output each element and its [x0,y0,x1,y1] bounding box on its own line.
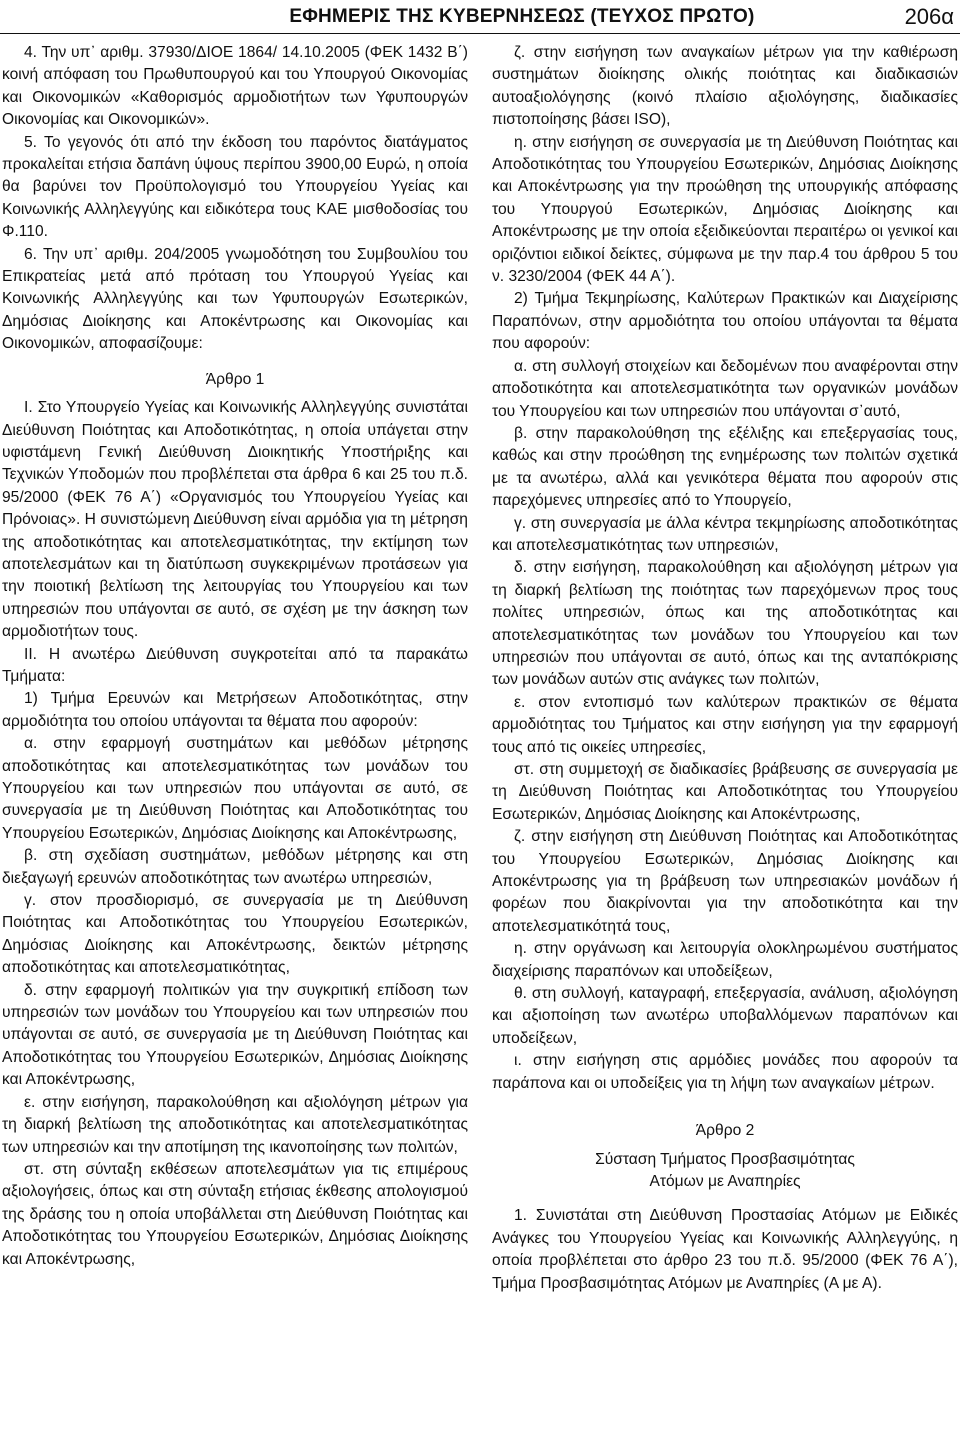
page-header [0,0,960,34]
article-2-heading: Άρθρο 2 [695,1122,755,1140]
paragraph: δ. στην εφαρμογή πολιτικών για την συγκριτική επίδοση των υπηρεσιών των μονάδων του Υπουργείου και των υπηρεσιών που υπάγονται σε αυτό, σε συνεργασία με τη Διεύθυνση Ποιότητας και Αποδοτικότητας του Υπουργείου Εσωτερικών, Δημόσιας Διοίκησης και Αποκέντρωσης, [2,981,468,1089]
paragraph: α. στην εφαρμογή συστημάτων και μεθόδων μέτρησης αποδοτικότητας και αποτελεσματικότητας των μονάδων του Υπουργείου και των υπηρεσιών που υπάγονται σε αυτό, σε συνεργασία με τη Διεύθυνση Ποιότητας και Αποδοτικότητας του Υπουργείου Εσωτερικών, Δημόσιας Διοίκησης και Αποκέντρωσης, [2,735,468,842]
paragraph: δ. στην εισήγηση, παρακολούθηση και αξιολόγηση μέτρων για τη διαρκή βελτίωση της ποιότητας των παρεχόμενων προς τους πολίτες υπηρεσιών, όπως και της αποδοτικότητας και αποτελεσματικότητας των μονάδων του Υπουργείου και των υπηρεσιών που υπάγονται σε αυτό, όπως και της ανταπόκρισης των μονάδων αυτών στις ανάγκες των πολιτών, [492,559,958,689]
paragraph: θ. στη συλλογή, καταγραφή, επεξεργασία, ανάλυση, αξιολόγηση και αξιοποίηση των ανωτέρω υποβαλλόμενων παραπόνων και υποδείξεων, [492,985,958,1047]
paragraph: 5. Το γεγονός ότι από την έκδοση του παρόντος διατάγματος προκαλείται ετήσια δαπάνη ύψους περίπου 3900,00 Ευρώ, η οποία θα βαρύνει τον Προϋπολογισμό του Υπουργείου Υγείας και Κοινωνικής Αλληλεγγύης και ειδικότερα τους ΚΑΕ μισθοδοσίας του Φ.110. [2,133,468,241]
paragraph: ι. στην εισήγηση στις αρμόδιες μονάδες που αφορούν τα παράπονα και οι υποδείξεις για τη λήψη των αναγκαίων μέτρων. [492,1052,958,1092]
paragraph: ζ. στην εισήγηση των αναγκαίων μέτρων για την καθιέρωση συστημάτων διοίκησης ολικής ποιότητας και διαδικασιών αυτοαξιολόγησης (κοινό πλαίσιο αξιολόγησης, διαδικασίες πιστοποίησης βάσει ISO), [492,44,958,129]
paragraph: β. στη σχεδίαση συστημάτων, μεθόδων μέτρησης και στη διεξαγωγή ερευνών αποδοτικότητας των ανωτέρω υπηρεσιών, [2,847,468,887]
left-column [2,42,468,1271]
paragraph: στ. στη συμμετοχή σε διαδικασίες βράβευσης σε συνεργασία με τη Διεύθυνση Ποιότητας και Αποδοτικότητας του Υπουργείου Εσωτερικών, Δημόσιας Διοίκησης και Αποκέντρωσης, [492,761,958,823]
page-number: 206α [904,3,954,29]
article-2-title-line-1: Σύσταση Τμήματος Προσβασιμότητας [595,1150,855,1168]
article-1-heading: Άρθρο 1 [205,370,265,388]
article-2-title-line-2: Ατόμων με Αναπηρίες [649,1172,801,1190]
paragraph: α. στη συλλογή στοιχείων και δεδομένων που αναφέρονται στην αποδοτικότητα και αποτελεσματικότητα των οργανικών μονάδων του Υπουργείου και των υπηρεσιών που υπάγονται σ᾽αυτό, [492,357,958,420]
paragraph: 1) Τμήμα Ερευνών και Μετρήσεων Αποδοτικότητας, στην αρμοδιότητα του οποίου υπάγονται τα θέματα που αφορούν: [2,690,468,730]
paragraph: ε. στον εντοπισμό των καλύτερων πρακτικών σε θέματα αρμοδιότητας του Τμήματος και στην εισήγηση για την εφαρμογή τους από τις οικείες υπηρεσίες, [492,693,958,756]
paragraph: 1. Συνιστάται στη Διεύθυνση Προστασίας Ατόμων με Ειδικές Ανάγκες του Υπουργείου Υγείας και Κοινωνικής Αλληλεγγύης, η οποία προβλέπεται στο άρθρο 23 του π.δ. 95/2000 (ΦΕΚ 76 Α΄), Τμήμα Προσβασιμότητας Ατόμων με Αναπηρίες (Α με Α). [492,1207,958,1292]
paragraph: η. στην εισήγηση σε συνεργασία με τη Διεύθυνση Ποιότητας και Αποδοτικότητας του Υπουργείου Εσωτερικών, Δημόσιας Διοίκησης και Αποκέντρωσης για την προώθηση της υπουργικής απόφασης του Υπουργού Εσωτερικών, Δημόσιας Διοίκησης και Αποκέντρωσης με την οποία εξειδικεύονται περαιτέρω οι γενικοί και οριζόντιοι ειδικοί δείκτες, σύμφωνα με την παρ.4 του άρθρου 5 του ν. 3230/2004 (ΦΕΚ 44 Α΄). [492,133,958,286]
paragraph: β. στην παρακολούθηση της εξέλιξης και επεξεργασίας τους, καθώς και στην προώθηση της ενημέρωσης των πολιτών σχετικά με τα ανωτέρω, αλλά και γενικότερα θέματα που αφορούν στις παρεχόμενες υπηρεσίες από το Υπουργείο, [492,424,958,510]
paragraph: ΙΙ. Η ανωτέρω Διεύθυνση συγκροτείται από τα παρακάτω Τμήματα: [2,645,468,685]
paragraph: στ. στη σύνταξη εκθέσεων αποτελεσμάτων για τις επιμέρους αξιολογήσεις, όπως και στη σύνταξη ετήσιας έκθεσης απολογισμού της δράσης του η οποία υποβάλλεται στη Διεύθυνση Ποιότητας και Αποδοτικότητας του Υπουργείου Εσωτερικών, Δημόσιας Διοίκησης και Αποκέντρωσης, [2,1160,468,1268]
paragraph: Ι. Στο Υπουργείο Υγείας και Κοινωνικής Αλληλεγγύης συνιστάται Διεύθυνση Ποιότητας και Αποδοτικότητας, η οποία υπάγεται στην υφιστάμενη Γενική Διεύθυνση Διοικητικής Υποστήριξης και Τεχνικών Υποδομών που προβλέπεται στα άρθρα 6 και 25 του π.δ. 95/2000 (ΦΕΚ 76 Α΄) «Οργανισμός του Υπουργείου Υγείας και Πρόνοιας». Η συνιστώμενη Διεύθυνση είναι αρμόδια για τη μέτρηση της αποδοτικότητας και αποτελεσματικότητας, την εκτίμηση των αποτελεσμάτων και τη διατύπωση συγκεκριμένων προτάσεων για την ποιοτική βελτίωση της λειτουργίας του Υπουργείου και των υπηρεσιών που υπάγονται σε αυτό, σε σχέση με την άσκηση των αρμοδιοτήτων τους. [2,399,468,641]
gazette-title: ΕΦΗΜΕΡΙΣ ΤΗΣ ΚΥΒΕΡΝΗΣΕΩΣ (ΤΕΥΧΟΣ ΠΡΩΤΟ) [289,5,755,27]
paragraph: γ. στον προσδιορισμό, σε συνεργασία με τη Διεύθυνση Ποιότητας και Αποδοτικότητας του Υπουργείου Εσωτερικών, Δημόσιας Διοίκησης και Αποκέντρωσης, δεικτών μέτρησης αποδοτικότητας και αποτελεσματικότητας, [2,892,468,977]
right-column [492,42,958,1295]
paragraph: 6. Την υπ᾽ αριθμ. 204/2005 γνωμοδότηση του Συμβουλίου του Επικρατείας μετά από πρόταση του Υπουργού Υγείας και Κοινωνικής Αλληλεγγύης και των Υφυπουργών Εσωτερικών, Δημόσιας Διοίκησης και Αποκέντρωσης και Οικονομίας και Οικονομικών, αποφασίζουμε: [2,245,468,353]
spacer [492,1193,958,1205]
paragraph: 2) Τμήμα Τεκμηρίωσης, Καλύτερων Πρακτικών και Διαχείρισης Παραπόνων, στην αρμοδιότητα του οποίου υπάγονται τα θέματα που αφορούν: [492,290,958,353]
paragraph: η. στην οργάνωση και λειτουργία ολοκληρωμένου συστήματος διαχείρισης παραπόνων και υποδείξεων, [492,940,958,980]
paragraph: γ. στη συνεργασία με άλλα κέντρα τεκμηρίωσης αποδοτικότητας και αποτελεσματικότητας των υπηρεσιών, [492,514,958,554]
paragraph: ζ. στην εισήγηση στη Διεύθυνση Ποιότητας και Αποδοτικότητας του Υπουργείου Εσωτερικών, Δημόσιας Διοίκησης και Αποκέντρωσης για τη βράβευση των υπηρεσιακών μονάδων ή φορέων που διακρίνονται για την αποδοτικότητα και την αποτελεσματικότητά τους, [492,828,958,935]
spacer [492,1095,958,1107]
paragraph: 4. Την υπ᾽ αριθμ. 37930/ΔΙΟΕ 1864/ 14.10.2005 (ΦΕΚ 1432 Β΄) κοινή απόφαση του Πρωθυπουργού και του Υπουργού Οικονομίας και Οικονομικών «Καθορισμός αρμοδιοτήτων των Υφυπουργών Οικονομίας και Οικονομικών». [2,44,468,129]
paragraph: ε. στην εισήγηση, παρακολούθηση και αξιολόγηση μέτρων για τη διαρκή βελτίωση της αποδοτικότητας και αποτελεσματικότητας των υπηρεσιών και την αποτίμηση της ικανοποίησης των πολιτών, [2,1093,468,1156]
